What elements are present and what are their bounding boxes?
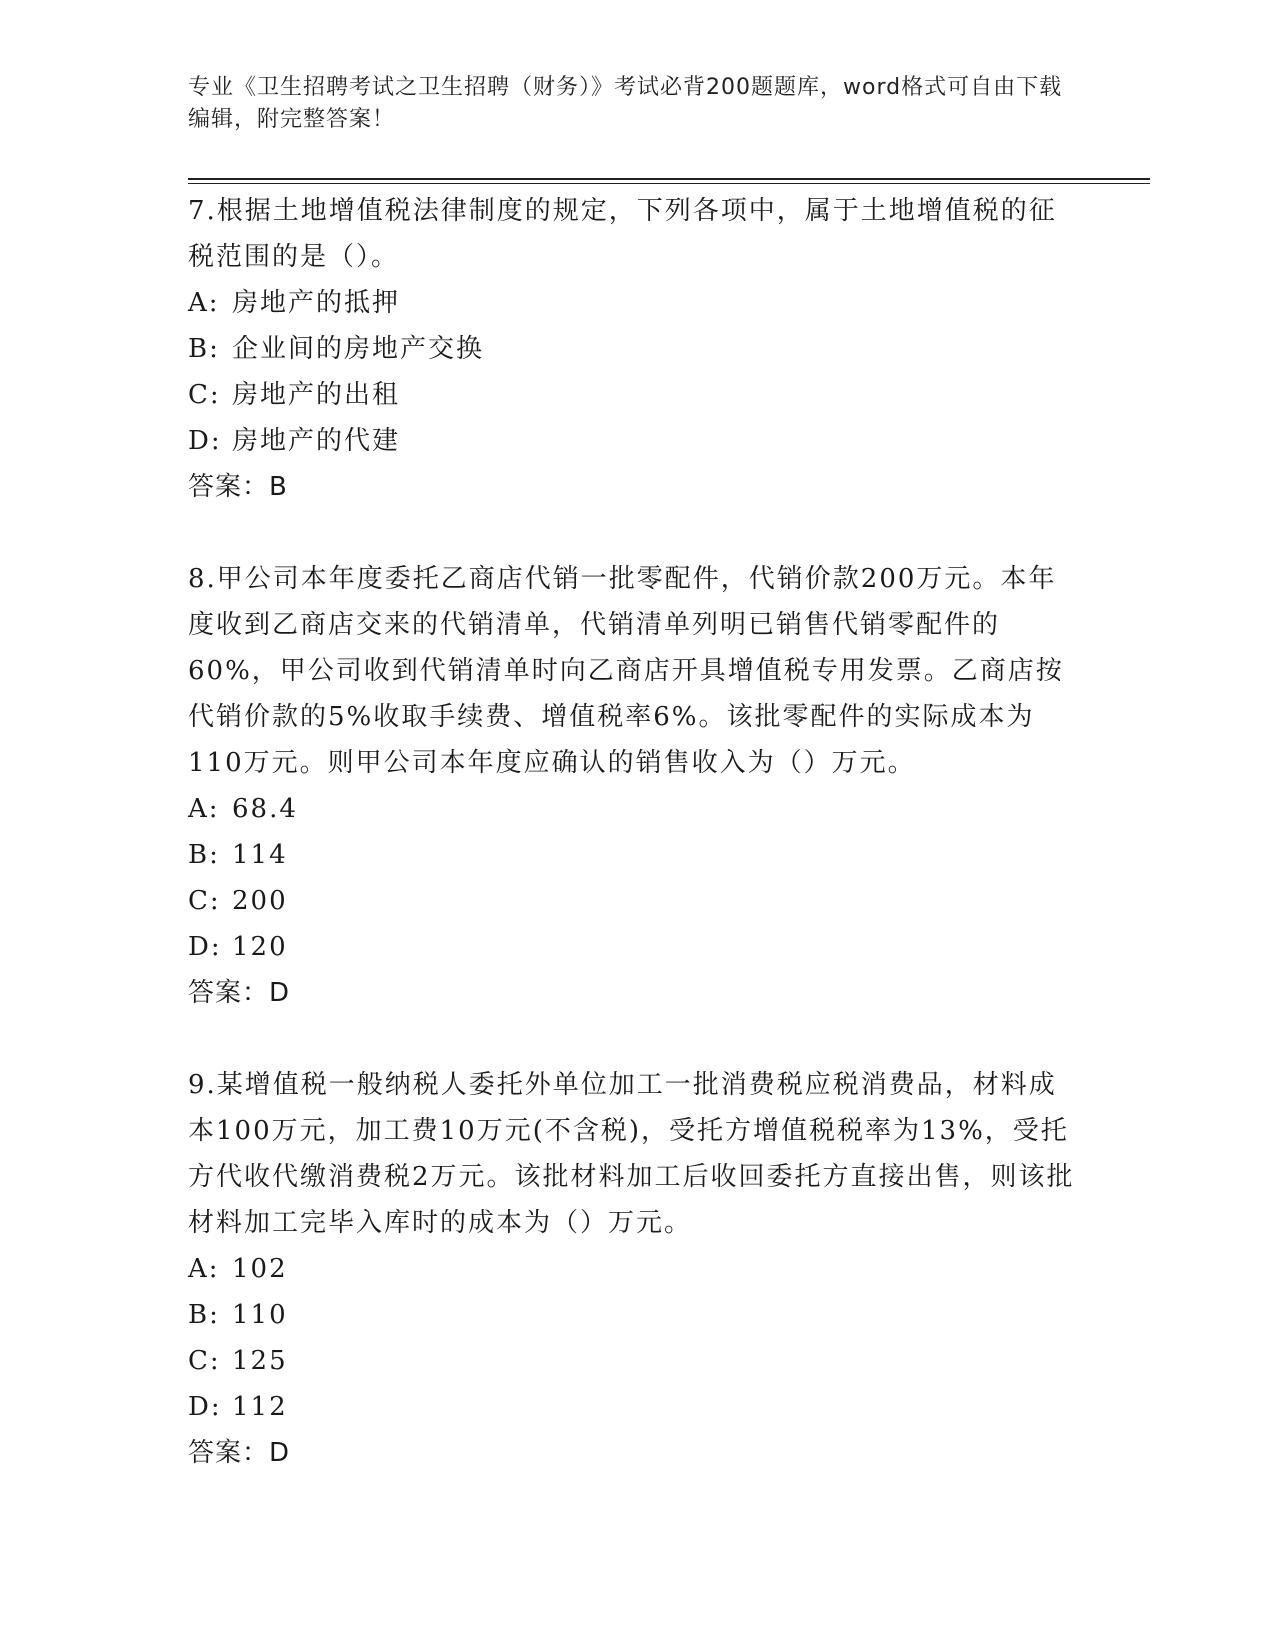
option-text: 房地产的代建 — [232, 426, 401, 456]
option-letter: D: — [188, 426, 222, 456]
option-letter: C: — [188, 1346, 221, 1376]
option-b — [188, 326, 1078, 372]
option-d — [188, 418, 1078, 464]
option-text: 68.4 — [232, 794, 298, 824]
question-7 — [188, 188, 1078, 510]
option-c — [188, 1338, 1078, 1384]
option-text: 200 — [232, 886, 288, 916]
option-letter: D: — [188, 1392, 222, 1422]
header-divider-thin — [188, 183, 1150, 184]
option-text: 房地产的抵押 — [232, 288, 401, 318]
option-letter: C: — [188, 380, 221, 410]
answer-line: 答案：B — [188, 472, 288, 502]
option-text: 房地产的出租 — [232, 380, 401, 410]
option-a — [188, 280, 1078, 326]
option-letter: A: — [188, 288, 220, 318]
option-letter: B: — [188, 334, 220, 364]
option-letter: A: — [188, 1254, 220, 1284]
option-letter: D: — [188, 932, 222, 962]
question-stem: 8.甲公司本年度委托乙商店代销一批零配件，代销价款200万元。本年度收到乙商店交来的代销清单，代销清单列明已销售代销零配件的60%，甲公司收到代销清单时向乙商店开具增值税专用发票。乙商店按代销价款的5%收取手续费、增值税率6%。该批零配件的实际成本为110万元。则甲公司本年度应确认的销售收入为（）万元。 — [188, 564, 1064, 778]
question-9 — [188, 1062, 1078, 1476]
option-letter: A: — [188, 794, 220, 824]
option-text: 110 — [232, 1300, 288, 1330]
answer-line: 答案：D — [188, 1438, 291, 1468]
option-text: 112 — [232, 1392, 288, 1422]
option-text: 102 — [232, 1254, 288, 1284]
question-8 — [188, 556, 1078, 1016]
option-a — [188, 786, 1078, 832]
document-header: 专业《卫生招聘考试之卫生招聘（财务）》考试必背200题题库，word格式可自由下载编辑，附完整答案！ — [188, 75, 1063, 132]
question-stem: 9.某增值税一般纳税人委托外单位加工一批消费税应税消费品，材料成本100万元，加工费10万元(不含税)，受托方增值税税率为13%，受托方代收代缴消费税2万元。该批材料加工后收回委托方直接出售，则该批材料加工完毕入库时的成本为（）万元。 — [188, 1070, 1075, 1238]
question-list — [188, 188, 1078, 1522]
option-letter: B: — [188, 1300, 220, 1330]
option-text: 企业间的房地产交换 — [232, 334, 485, 364]
option-text: 114 — [232, 840, 288, 870]
option-text: 120 — [232, 932, 288, 962]
option-c — [188, 878, 1078, 924]
option-b — [188, 1292, 1078, 1338]
option-d — [188, 924, 1078, 970]
option-d — [188, 1384, 1078, 1430]
option-b — [188, 832, 1078, 878]
question-stem: 7.根据土地增值税法律制度的规定，下列各项中，属于土地增值税的征税范围的是（）。 — [188, 196, 1057, 272]
option-c — [188, 372, 1078, 418]
option-a — [188, 1246, 1078, 1292]
option-letter: C: — [188, 886, 221, 916]
header-divider-thick — [188, 178, 1150, 180]
option-letter: B: — [188, 840, 220, 870]
answer-line: 答案：D — [188, 978, 291, 1008]
option-text: 125 — [232, 1346, 288, 1376]
